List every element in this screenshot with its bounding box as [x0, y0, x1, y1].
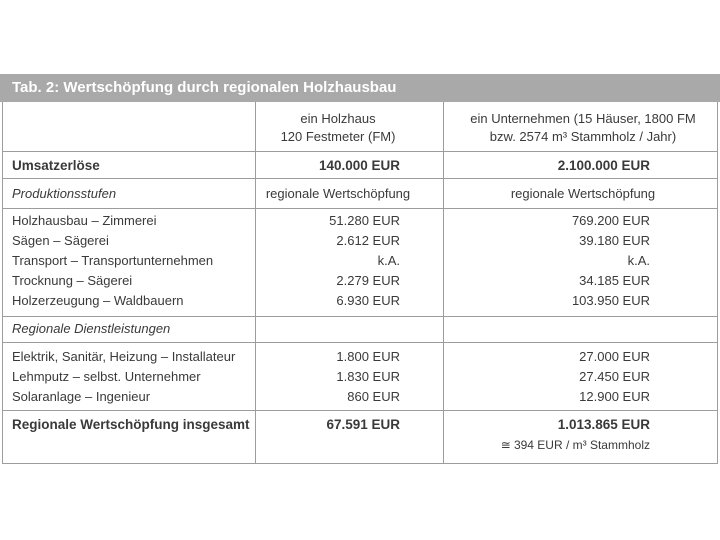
production-col2-head: regionale Wertschöpfung — [510, 186, 656, 201]
header-col1-line2: 120 Festmeter (FM) — [280, 129, 396, 144]
table-row-label: Transport – Transportunternehmen — [12, 253, 214, 268]
production-section-label: Produktionsstufen — [12, 186, 117, 201]
table-title: Tab. 2: Wertschöpfung durch regionalen Holzhausbau — [0, 74, 720, 102]
table-row-label: Solaranlage – Ingenieur — [12, 389, 151, 404]
table-row-col2: 12.900 EUR — [579, 389, 650, 404]
revenue-col1: 140.000 EUR — [318, 158, 400, 173]
row-divider-production — [2, 316, 718, 317]
table-row-col2: k.A. — [627, 253, 650, 268]
table-row-col1: 2.612 EUR — [336, 233, 400, 248]
table-row-col1: 51.280 EUR — [329, 213, 400, 228]
row-divider-production-head — [2, 208, 718, 209]
production-col1-head: regionale Wertschöpfung — [265, 186, 411, 201]
table-row-col1: 1.800 EUR — [336, 349, 400, 364]
row-divider-revenue — [2, 178, 718, 179]
revenue-col2: 2.100.000 EUR — [557, 158, 650, 173]
table-row-col1: 2.279 EUR — [336, 273, 400, 288]
table-row-col1: 6.930 EUR — [336, 293, 400, 308]
header-col2-line2: bzw. 2574 m³ Stammholz / Jahr) — [489, 129, 677, 144]
table-row-col2: 39.180 EUR — [579, 233, 650, 248]
table-row-col2: 103.950 EUR — [571, 293, 650, 308]
table-row-col2: 27.450 EUR — [579, 369, 650, 384]
total-label: Regionale Wertschöpfung insgesamt — [12, 417, 250, 432]
total-note: ≅ 394 EUR / m³ Stammholz — [500, 438, 650, 452]
row-divider-services-head — [2, 342, 718, 343]
header-col2-line1: ein Unternehmen (15 Häuser, 1800 FM — [470, 111, 696, 126]
table-row-col1: k.A. — [377, 253, 400, 268]
total-col1: 67.591 EUR — [326, 417, 400, 432]
total-col2: 1.013.865 EUR — [557, 417, 650, 432]
table-row-label: Holzerzeugung – Waldbauern — [12, 293, 184, 308]
table-row-col2: 769.200 EUR — [571, 213, 650, 228]
services-section-label: Regionale Dienstleistungen — [12, 321, 171, 336]
table-row-col2: 34.185 EUR — [579, 273, 650, 288]
table-row-col2: 27.000 EUR — [579, 349, 650, 364]
table-row-label: Sägen – Sägerei — [12, 233, 109, 248]
row-divider-header — [2, 151, 718, 152]
header-col1-line1: ein Holzhaus — [300, 111, 376, 126]
row-divider-services — [2, 410, 718, 411]
table-row-label: Elektrik, Sanitär, Heizung – Installateur — [12, 349, 236, 364]
table-row-label: Holzhausbau – Zimmerei — [12, 213, 157, 228]
table-row-label: Trocknung – Sägerei — [12, 273, 133, 288]
table-row-label: Lehmputz – selbst. Unternehmer — [12, 369, 201, 384]
table-row-col1: 860 EUR — [347, 389, 400, 404]
revenue-label: Umsatzerlöse — [12, 158, 100, 173]
table-row-col1: 1.830 EUR — [336, 369, 400, 384]
